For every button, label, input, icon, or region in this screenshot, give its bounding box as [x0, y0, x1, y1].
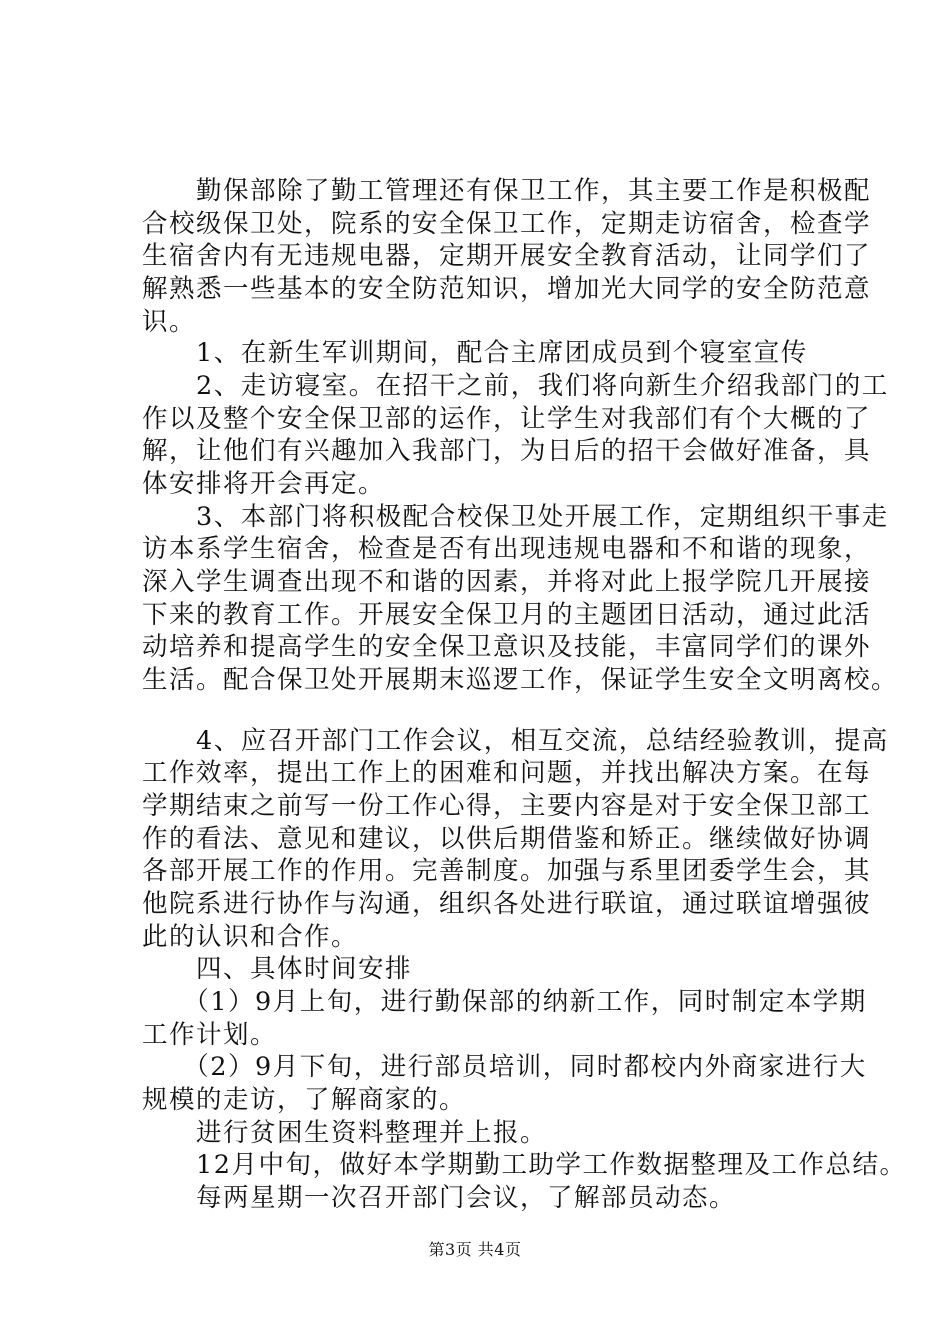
text-line: （2）9月下旬，进行部员培训，同时都校内外商家进行大 — [142, 1052, 867, 1082]
text-line: 他院系进行协作与沟通，组织各处进行联谊，通过联谊增强彼 — [142, 889, 872, 919]
text-line: 合校级保卫处，院系的安全保卫工作，定期走访宿舍，检查学 — [142, 209, 872, 239]
page-number-footer: 第3页 共4页 — [428, 1240, 522, 1259]
text-line: 2、走访寝室。在招干之前，我们将向新生介绍我部门的工 — [142, 371, 889, 401]
text-line: 动培养和提高学生的安全保卫意识及技能，丰富同学们的课外 — [142, 632, 872, 662]
text-line: 进行贫困生资料整理并上报。 — [142, 1118, 548, 1148]
text-line: 解，让他们有兴趣加入我部门，为日后的招干会做好准备，具 — [142, 436, 872, 466]
text-line: （1）9月上旬，进行勤保部的纳新工作，同时制定本学期 — [142, 987, 867, 1017]
text-line: 勤保部除了勤工管理还有保卫工作，其主要工作是积极配 — [142, 176, 872, 206]
text-line: 每两星期一次召开部门会议，了解部员动态。 — [142, 1183, 737, 1213]
text-line: 生宿舍内有无违规电器，定期开展安全教育活动，让同学们了 — [142, 241, 872, 271]
text-line: 4、应召开部门工作会议，相互交流，总结经验教训，提高 — [142, 726, 889, 756]
text-line: 作以及整个安全保卫部的运作，让学生对我部们有个大概的了 — [142, 404, 872, 434]
text-line: 3、本部门将积极配合校保卫处开展工作，定期组织干事走 — [142, 502, 889, 532]
text-line: 工作效率，提出工作上的困难和问题，并找出解决方案。在每 — [142, 758, 872, 788]
text-line: 访本系学生宿舍，检查是否有出现违规电器和不和谐的现象， — [142, 534, 872, 564]
text-line: 1、在新生军训期间，配合主席团成员到个寝室宣传 — [142, 338, 808, 368]
section-heading: 四、具体时间安排 — [142, 954, 413, 984]
text-line: 规模的走访，了解商家的。 — [142, 1085, 467, 1115]
text-line: 学期结束之前写一份工作心得，主要内容是对于安全保卫部工 — [142, 791, 872, 821]
text-line: 体安排将开会再定。 — [142, 469, 386, 499]
text-line: 下来的教育工作。开展安全保卫月的主题团日活动，通过此活 — [142, 600, 872, 630]
text-line: 生活。配合保卫处开展期末巡逻工作，保证学生安全文明离校。 — [142, 665, 899, 695]
text-line: 解熟悉一些基本的安全防范知识，增加光大同学的安全防范意 — [142, 274, 872, 304]
text-line: 各部开展工作的作用。完善制度。加强与系里团委学生会，其 — [142, 856, 872, 886]
text-line: 工作计划。 — [142, 1020, 278, 1050]
text-line: 此的认识和合作。 — [142, 922, 359, 952]
text-line: 12月中旬，做好本学期勤工助学工作数据整理及工作总结。 — [142, 1150, 907, 1180]
text-line: 作的看法、意见和建议，以供后期借鉴和矫正。继续做好协调 — [142, 824, 872, 854]
text-line: 深入学生调查出现不和谐的因素，并将对此上报学院几开展接 — [142, 567, 872, 597]
text-line: 识。 — [142, 307, 197, 337]
